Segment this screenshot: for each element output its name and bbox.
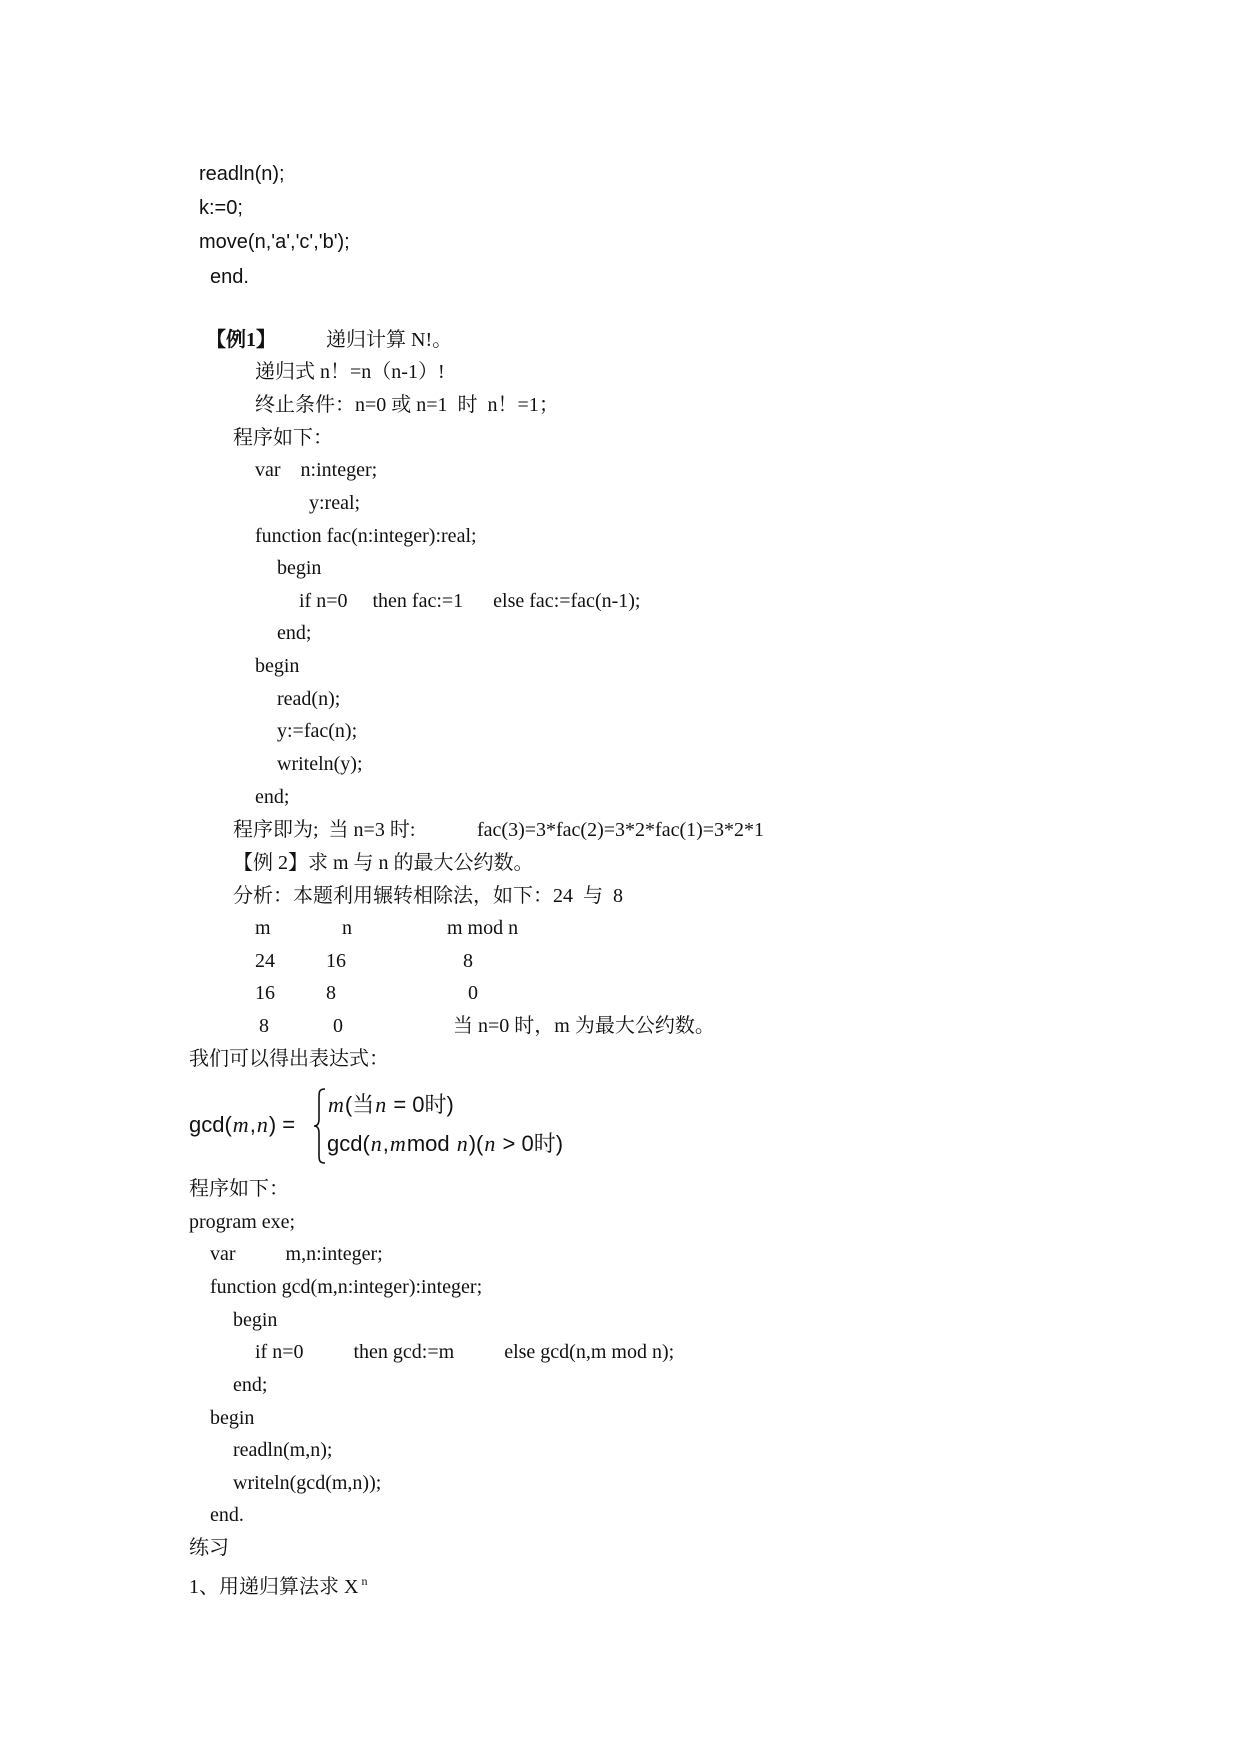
code-line: move(n,'a','c','b'); xyxy=(199,231,350,253)
table-cell: 8 xyxy=(463,950,473,972)
formula-text: , xyxy=(249,1112,256,1137)
formula-variable: n xyxy=(484,1131,496,1156)
example2-analysis: 分析：本题利用辗转相除法，如下：24 与 8 xyxy=(233,885,623,907)
table-cell: 8 xyxy=(326,982,336,1004)
code-line: begin xyxy=(255,655,300,677)
formula-text: (当 xyxy=(344,1092,375,1117)
code-line: read(n); xyxy=(277,688,341,710)
formula-case-zero xyxy=(327,1092,454,1118)
exercise-heading: 练习 xyxy=(189,1537,229,1559)
code-line: function fac(n:integer):real; xyxy=(255,525,477,547)
formula-lhs xyxy=(189,1112,295,1138)
code-line: var m,n:integer; xyxy=(210,1243,383,1265)
example1-label: 【例1】 xyxy=(206,329,276,351)
code-line: readln(n); xyxy=(199,163,285,185)
formula-case-positive xyxy=(327,1131,563,1157)
example2-program-intro: 程序如下： xyxy=(189,1178,289,1200)
code-line: end. xyxy=(210,1504,244,1526)
formula-text: > 0时) xyxy=(496,1131,564,1156)
table-header: m xyxy=(255,917,271,939)
example1-recursive-formula: 递归式 n！=n（n-1）! xyxy=(255,361,445,383)
gcd-formula xyxy=(189,1086,589,1166)
table-header: m mod n xyxy=(447,917,519,939)
code-line: var n:integer; xyxy=(255,459,378,481)
formula-variable: m xyxy=(328,1092,344,1117)
table-note: 当 n=0 时，m 为最大公约数。 xyxy=(453,1015,715,1037)
code-line: writeln(gcd(m,n)); xyxy=(233,1472,382,1494)
formula-variable: m xyxy=(389,1131,406,1156)
table-cell: 8 xyxy=(259,1015,269,1037)
code-line: y:real; xyxy=(309,492,361,514)
formula-text: ) = xyxy=(268,1112,296,1137)
example1-trace-label: 程序即为; 当 n=3 时: xyxy=(233,819,416,841)
code-line: if n=0 then fac:=1 else fac:=fac(n-1); xyxy=(299,590,641,612)
table-cell: 16 xyxy=(326,950,346,972)
formula-variable: n xyxy=(375,1092,387,1117)
example2-title: 【例 2】求 m 与 n 的最大公约数。 xyxy=(233,852,534,874)
code-line: function gcd(m,n:integer):integer; xyxy=(210,1276,483,1298)
table-cell: 16 xyxy=(255,982,275,1004)
formula-variable: n xyxy=(370,1131,382,1156)
code-line: readln(m,n); xyxy=(233,1439,333,1461)
table-header: n xyxy=(342,917,352,939)
code-line: begin xyxy=(277,557,322,579)
example1-program-intro: 程序如下： xyxy=(233,427,333,449)
formula-variable: m xyxy=(232,1112,249,1137)
code-line: end; xyxy=(255,786,290,808)
example1-termination: 终止条件：n=0 或 n=1 时 n！=1； xyxy=(255,394,559,416)
table-cell: 24 xyxy=(255,950,275,972)
example2-conclusion: 我们可以得出表达式： xyxy=(189,1048,389,1070)
exercise-item-text: 1、用递归算法求 X xyxy=(189,1576,359,1598)
formula-text: = 0时) xyxy=(387,1092,454,1117)
formula-variable: n xyxy=(456,1131,468,1156)
example1-trace: fac(3)=3*fac(2)=3*2*fac(1)=3*2*1 xyxy=(477,819,765,841)
left-brace-icon xyxy=(313,1088,327,1164)
formula-text: gcd( xyxy=(327,1131,370,1156)
exercise-item xyxy=(189,1569,367,1599)
example1-title: 递归计算 N!。 xyxy=(326,329,453,351)
code-line: y:=fac(n); xyxy=(277,720,358,742)
code-line: end. xyxy=(210,266,249,288)
code-line: begin xyxy=(210,1407,255,1429)
code-line: program exe; xyxy=(189,1211,296,1233)
code-line: if n=0 then gcd:=m else gcd(n,m mod n); xyxy=(255,1341,675,1363)
formula-text: gcd( xyxy=(189,1112,232,1137)
exercise-item-exponent: n xyxy=(361,1574,368,1588)
formula-text: mod xyxy=(406,1131,456,1156)
code-line: k:=0; xyxy=(199,197,243,219)
code-line: end; xyxy=(233,1374,268,1396)
table-cell: 0 xyxy=(333,1015,343,1037)
formula-text: )( xyxy=(468,1131,484,1156)
formula-variable: n xyxy=(256,1112,268,1137)
formula-text: , xyxy=(382,1131,389,1156)
code-line: begin xyxy=(233,1309,278,1331)
code-line: writeln(y); xyxy=(277,753,363,775)
table-cell: 0 xyxy=(468,982,478,1004)
code-line: end; xyxy=(277,622,312,644)
